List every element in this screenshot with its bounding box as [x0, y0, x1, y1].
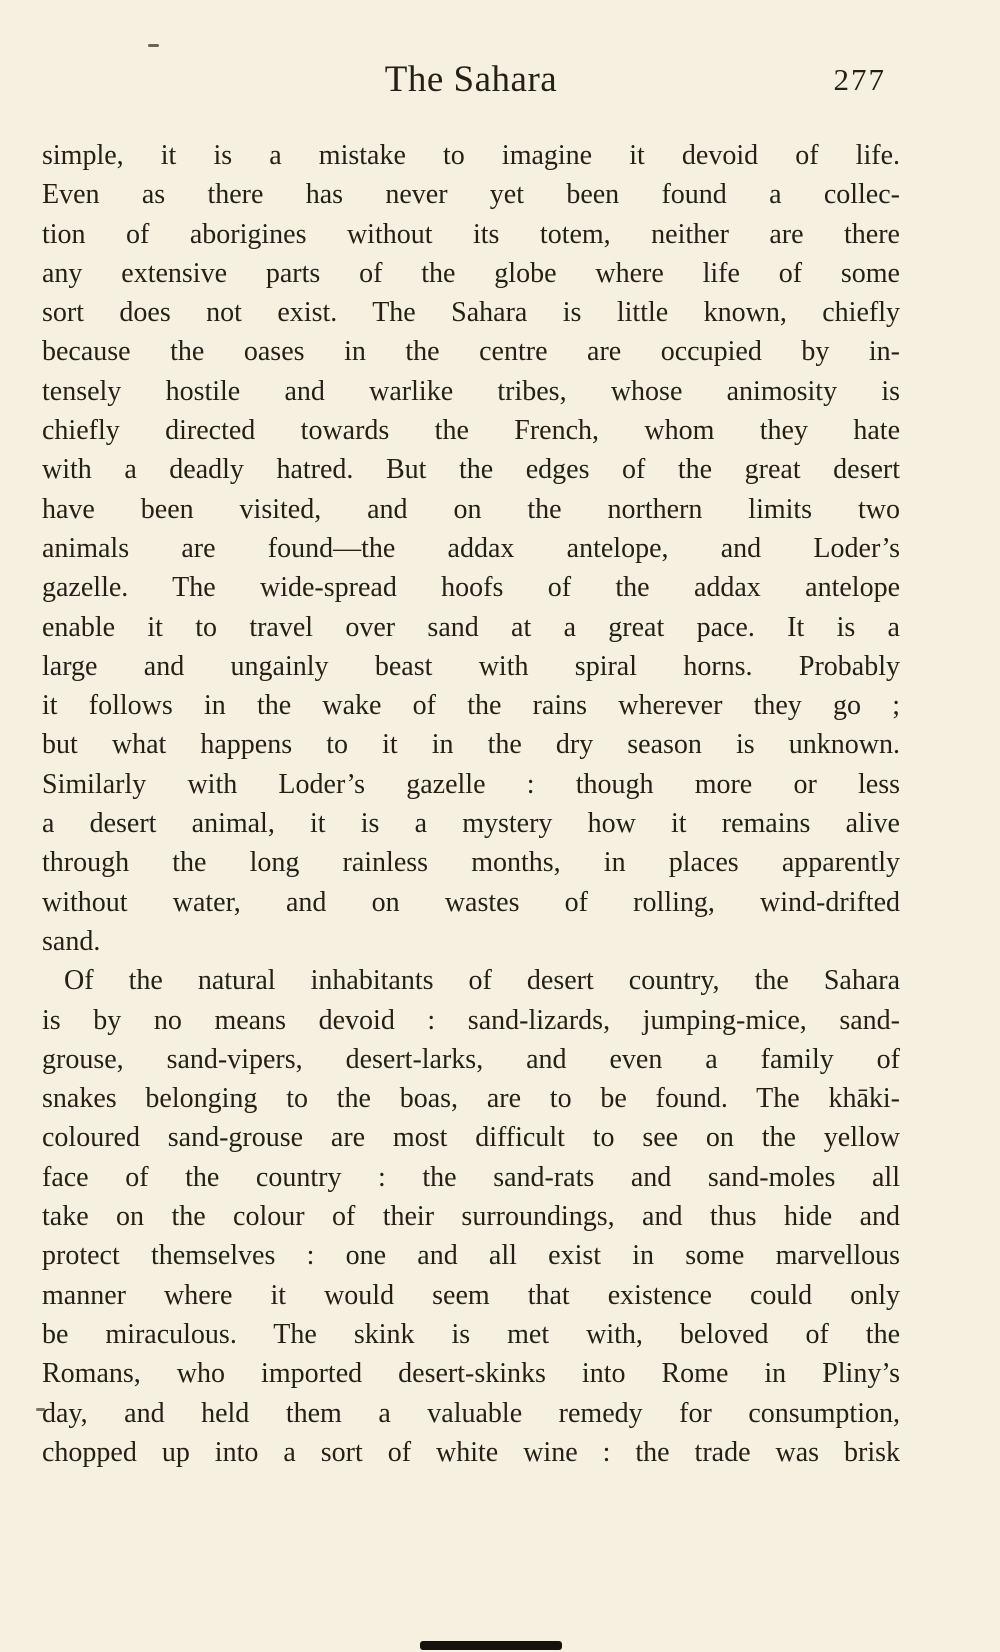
text-line: coloured sand-grouse are most difficult to see on the yellow	[42, 1122, 900, 1154]
text-line: chiefly directed towards the French, whom they hate	[42, 415, 900, 447]
text-line: Even as there has never yet been found a collec-	[42, 179, 900, 211]
text-line: chopped up into a sort of white wine : the trade was brisk	[42, 1436, 900, 1468]
text-line: without water, and on wastes of rolling, wind-drifted	[42, 886, 900, 918]
text-column	[42, 0, 900, 1468]
text-line: grouse, sand-vipers, desert-larks, and even a family of	[42, 1043, 900, 1075]
page-header	[42, 0, 900, 112]
text-line: tion of aborigines without its totem, neither are there	[42, 218, 900, 250]
text-line: Similarly with Loder’s gazelle : though more or less	[42, 768, 900, 800]
page-number: 277	[833, 62, 886, 97]
scan-artifact-bottom	[420, 1641, 562, 1650]
text-line: animals are found—the addax antelope, and Loder’s	[42, 532, 900, 564]
text-line: because the oases in the centre are occupied by in-	[42, 336, 900, 368]
text-line: manner where it would seem that existence could only	[42, 1279, 900, 1311]
text-line: take on the colour of their surroundings, and thus hide and	[42, 1201, 900, 1233]
text-line: sand.	[42, 925, 101, 957]
text-line: any extensive parts of the globe where life of some	[42, 257, 900, 289]
text-line: protect themselves : one and all exist in some marvellous	[42, 1240, 900, 1272]
paragraph	[42, 136, 900, 961]
text-line: gazelle. The wide-spread hoofs of the addax antelope	[42, 572, 900, 604]
text-line: face of the country : the sand-rats and sand-moles all	[42, 1161, 900, 1193]
text-line: large and ungainly beast with spiral horns. Probably	[42, 650, 900, 682]
text-line: it follows in the wake of the rains wherever they go ;	[42, 690, 900, 722]
page-title: The Sahara	[384, 59, 558, 100]
text-line: a desert animal, it is a mystery how it remains alive	[42, 808, 900, 840]
text-line: through the long rainless months, in places apparently	[42, 847, 900, 879]
paragraph	[42, 961, 900, 1472]
text-line: have been visited, and on the northern limits two	[42, 493, 900, 525]
text-line: is by no means devoid : sand-lizards, jumping-mice, sand-	[42, 1004, 900, 1036]
text-line: tensely hostile and warlike tribes, whose animosity is	[42, 375, 900, 407]
text-line: but what happens to it in the dry season is unknown.	[42, 729, 900, 761]
text-line: simple, it is a mistake to imagine it devoid of life.	[42, 140, 900, 171]
text-line: Romans, who imported desert-skinks into Rome in Pliny’s	[42, 1358, 900, 1390]
text-line: snakes belonging to the boas, are to be found. The khāki-	[42, 1083, 900, 1115]
page-text	[42, 136, 900, 1472]
text-line: enable it to travel over sand at a great pace. It is a	[42, 611, 900, 643]
text-line: Of the natural inhabitants of desert country, the Sahara	[64, 965, 900, 997]
text-line: with a deadly hatred. But the edges of the great desert	[42, 454, 900, 486]
text-line: day, and held them a valuable remedy for consumption,	[42, 1397, 900, 1429]
text-line: sort does not exist. The Sahara is little known, chiefly	[42, 297, 900, 329]
text-line: be miraculous. The skink is met with, beloved of the	[42, 1318, 900, 1350]
